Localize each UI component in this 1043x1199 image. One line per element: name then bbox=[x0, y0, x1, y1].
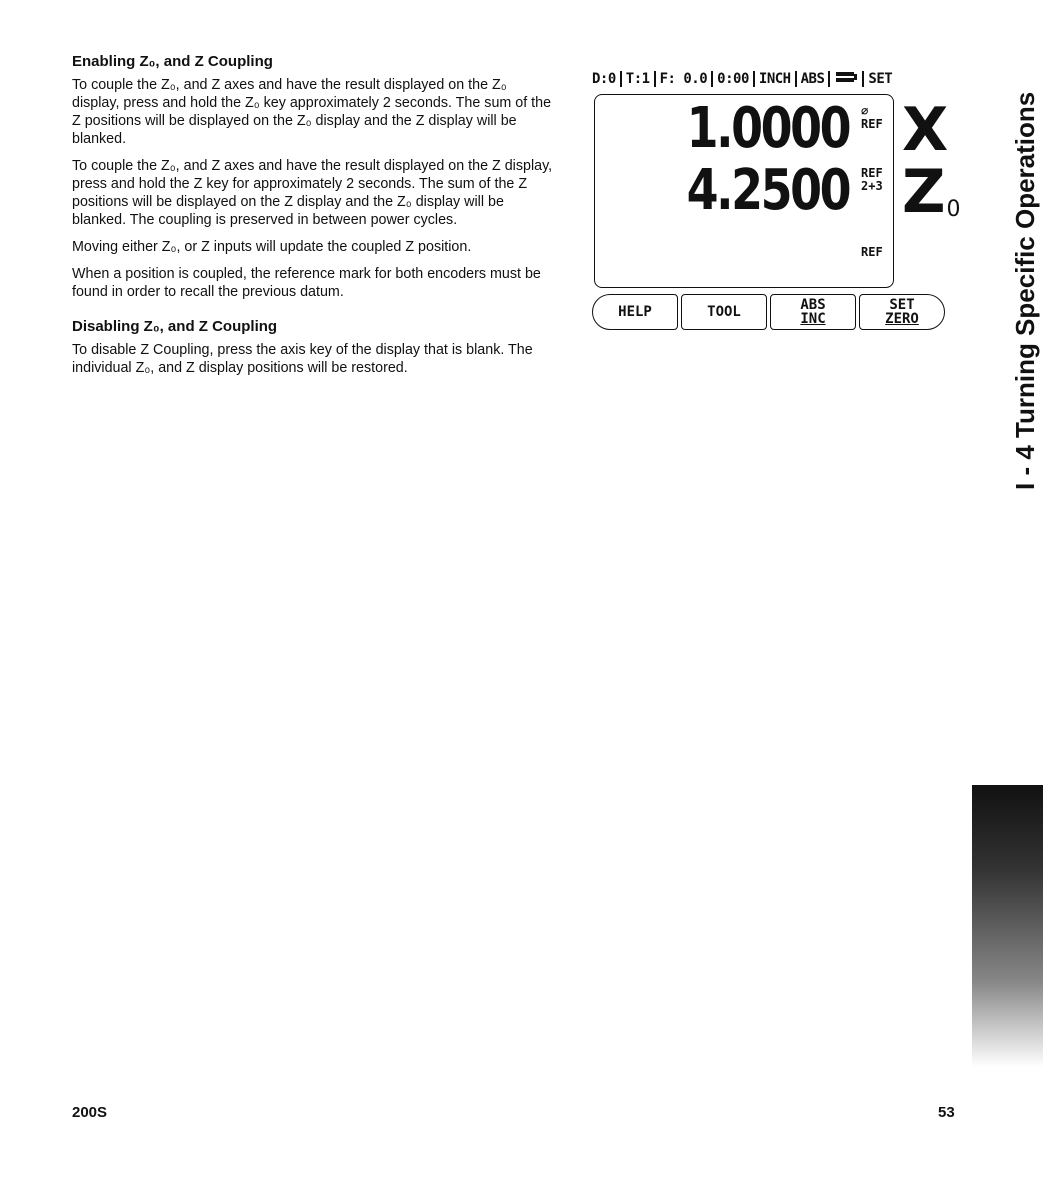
help-softkey[interactable]: HELP bbox=[592, 294, 678, 330]
tool-indicator: T:1 bbox=[625, 71, 650, 87]
section-heading-enabling: Enabling Z₀, and Z Coupling bbox=[72, 53, 273, 70]
separator bbox=[654, 71, 656, 87]
paragraph: To disable Z Coupling, press the axis key of the display that is blank. The individual Z₀, and Z display positions will be restored. bbox=[72, 342, 533, 376]
unit-indicator: INCH bbox=[758, 71, 791, 87]
axis-indicators bbox=[861, 167, 883, 193]
dro-display-illustration bbox=[592, 66, 961, 336]
axis-label-x: X bbox=[902, 95, 949, 165]
axis-row-z0 bbox=[595, 158, 895, 223]
tool-holder-icon bbox=[834, 70, 858, 88]
set-indicator: SET bbox=[868, 71, 893, 87]
separator bbox=[711, 71, 713, 87]
separator bbox=[753, 71, 755, 87]
datum-indicator: D:0 bbox=[592, 71, 616, 87]
axis-value: 4.2500 bbox=[686, 158, 849, 223]
axis-row-x bbox=[595, 96, 895, 161]
separator bbox=[795, 71, 797, 87]
ref-indicator: REF bbox=[861, 117, 883, 131]
paragraph: To couple the Z₀, and Z axes and have the result displayed on the Z display, press and hold the Z key for approximately 2 seconds. The sum of the Z positions will be displayed on the Z display and the Z₀ display will be blanked. The coupling is preserved in between power cycles. bbox=[72, 158, 553, 228]
coupling-indicator: 2+3 bbox=[861, 179, 883, 193]
separator bbox=[828, 71, 830, 87]
time-indicator: 0:00 bbox=[717, 71, 749, 87]
chapter-title: I - 4 Turning Specific Operations bbox=[1010, 91, 1040, 490]
tool-softkey[interactable]: TOOL bbox=[681, 294, 767, 330]
ref-indicator: REF bbox=[861, 166, 883, 180]
mode-indicator: ABS bbox=[800, 71, 825, 87]
paragraph: To couple the Z₀, and Z axes and have the result displayed on the Z₀ display, press and hold the Z₀ key approximately 2 seconds. The sum of the Z positions will be displayed on the Z₀ display and the Z display will be blanked. bbox=[72, 77, 552, 147]
softkey-bar bbox=[592, 294, 946, 332]
chapter-tab-marker bbox=[972, 785, 1043, 1067]
axis-indicators bbox=[861, 105, 883, 131]
abs-inc-softkey[interactable]: ABS INC bbox=[770, 294, 856, 330]
footer-product: 200S bbox=[72, 1104, 108, 1121]
feed-indicator: F: 0.0 bbox=[659, 71, 708, 87]
section-heading-disabling: Disabling Z₀, and Z Coupling bbox=[72, 318, 278, 335]
axis-value: 1.0000 bbox=[686, 96, 849, 161]
paragraph: When a position is coupled, the reference mark for both encoders must be found in order to recall the previous datum. bbox=[72, 266, 541, 300]
main-text bbox=[72, 52, 558, 386]
separator bbox=[862, 71, 864, 87]
page-number: 53 bbox=[938, 1104, 955, 1121]
axis-label-z0: Z0 bbox=[902, 157, 961, 227]
status-bar bbox=[592, 68, 938, 90]
separator bbox=[620, 71, 622, 87]
ref-indicator: REF bbox=[861, 245, 883, 259]
set-zero-softkey[interactable]: SET ZERO bbox=[859, 294, 945, 330]
diameter-icon: ⌀ bbox=[861, 104, 869, 118]
paragraph: Moving either Z₀, or Z inputs will update the coupled Z position. bbox=[72, 239, 472, 255]
display-screen bbox=[594, 94, 894, 288]
